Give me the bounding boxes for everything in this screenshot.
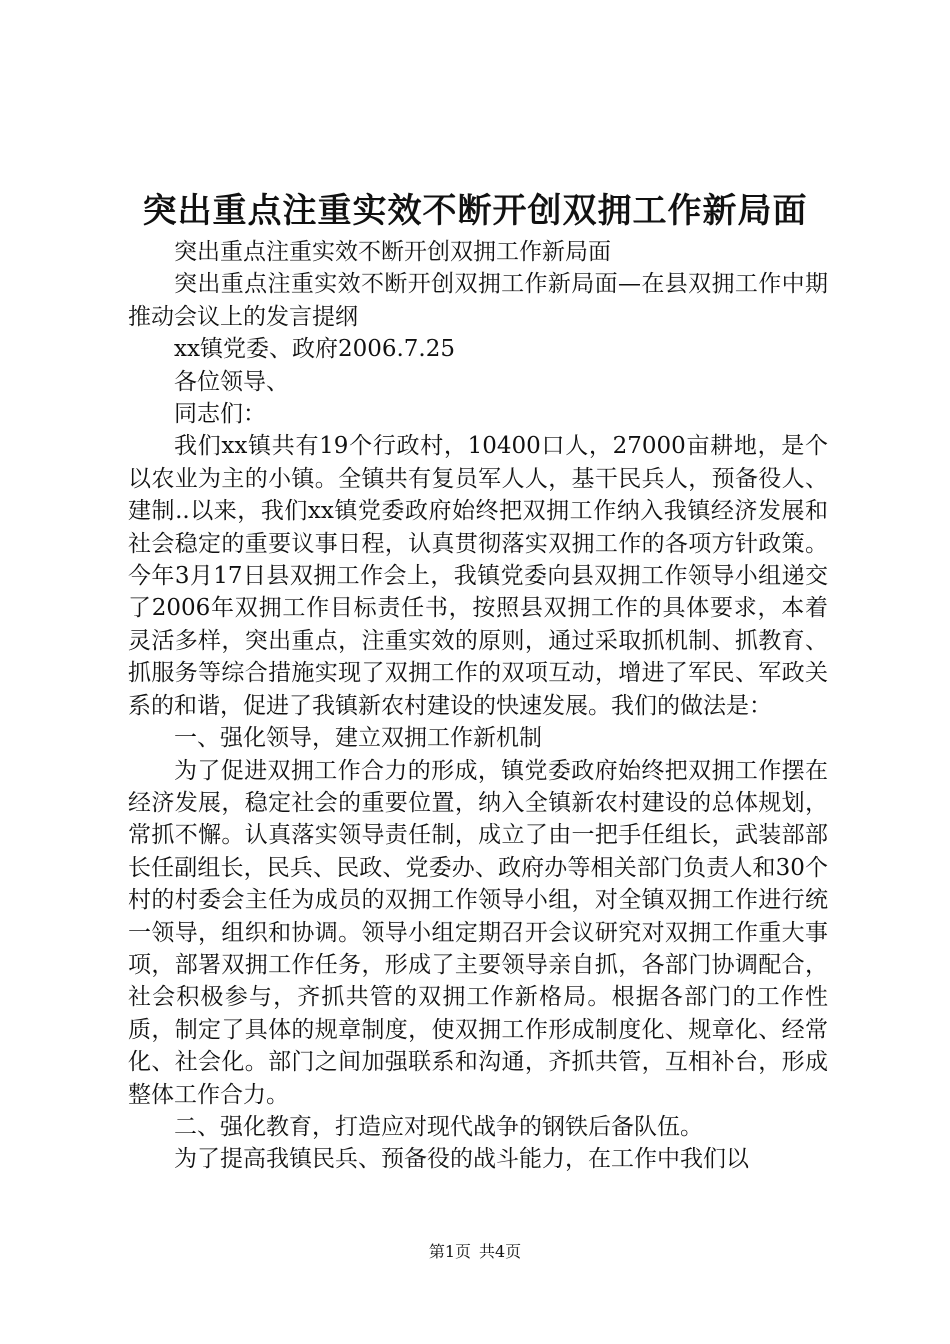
document-title: 突出重点注重实效不断开创双拥工作新局面 [142, 191, 808, 231]
page-number: 第1页 [428, 1242, 471, 1261]
section-heading-2: 二、强化教育，打造应对现代战争的钢铁后备队伍。 [174, 1113, 703, 1140]
page-footer [0, 1242, 950, 1262]
paragraph-subtitle: 突出重点注重实效不断开创双拥工作新局面 [174, 239, 611, 265]
paragraph-full-title: 突出重点注重实效不断开创双拥工作新局面—在县双拥工作中期推动会议上的发言提纲 [128, 271, 828, 330]
paragraph-salutation-leaders: 各位领导、 [174, 368, 289, 395]
paragraph-section-1: 为了促进双拥工作合力的形成，镇党委政府始终把双拥工作摆在经济发展，稳定社会的重要位置，纳入全镇新农村建设的总体规划，常抓不懈。认真落实领导责任制，成立了由一把手任组长，武装部部长任副组长，民兵、民政、党委办、政府办等相关部门负责人和30个村的村委会主任为成员的双拥工作领导小组，对全镇双拥工作进行统一领导，组织和协调。领导小组定期召开会议研究对双拥工作重大事项，部署双拥工作任务，形成了主要领导亲自抓，各部门协调配合，社会积极参与，齐抓共管的双拥工作新格局。根据各部门的工作性质，制定了具体的规章制度，使双拥工作形成制度化、规章化、经常化、社会化。部门之间加强联系和沟通，齐抓共管，互相补台，形成整体工作合力。 [128, 757, 828, 1108]
page-total: 共4页 [479, 1242, 522, 1261]
paragraph-salutation-comrades: 同志们： [174, 401, 266, 428]
paragraph-intro: 我们xx镇共有19个行政村，10400口人，27000亩耕地，是个以农业为主的小镇。全镇共有复员军人人，基干民兵人，预备役人、建制..以来，我们xx镇党委政府始终把双拥工作纳入我镇经济发展和社会稳定的重要议事日程，认真贯彻落实双拥工作的各项方针政策。今年3月17日县双拥工作会上，我镇党委向县双拥工作领导小组递交了2006年双拥工作目标责任书，按照县双拥工作的具体要求，本着灵活多样，突出重点，注重实效的原则，通过采取抓机制、抓教育、抓服务等综合措施实现了双拥工作的双项互动，增进了军民、军政关系的和谐，促进了我镇新农村建设的快速发展。我们的做法是： [128, 433, 828, 719]
document-body [128, 236, 828, 1176]
section-heading-1: 一、强化领导，建立双拥工作新机制 [174, 725, 542, 752]
paragraph-section-2: 为了提高我镇民兵、预备役的战斗能力，在工作中我们以 [174, 1146, 749, 1173]
paragraph-author-date: xx镇党委、政府2006.7.25 [174, 336, 455, 363]
